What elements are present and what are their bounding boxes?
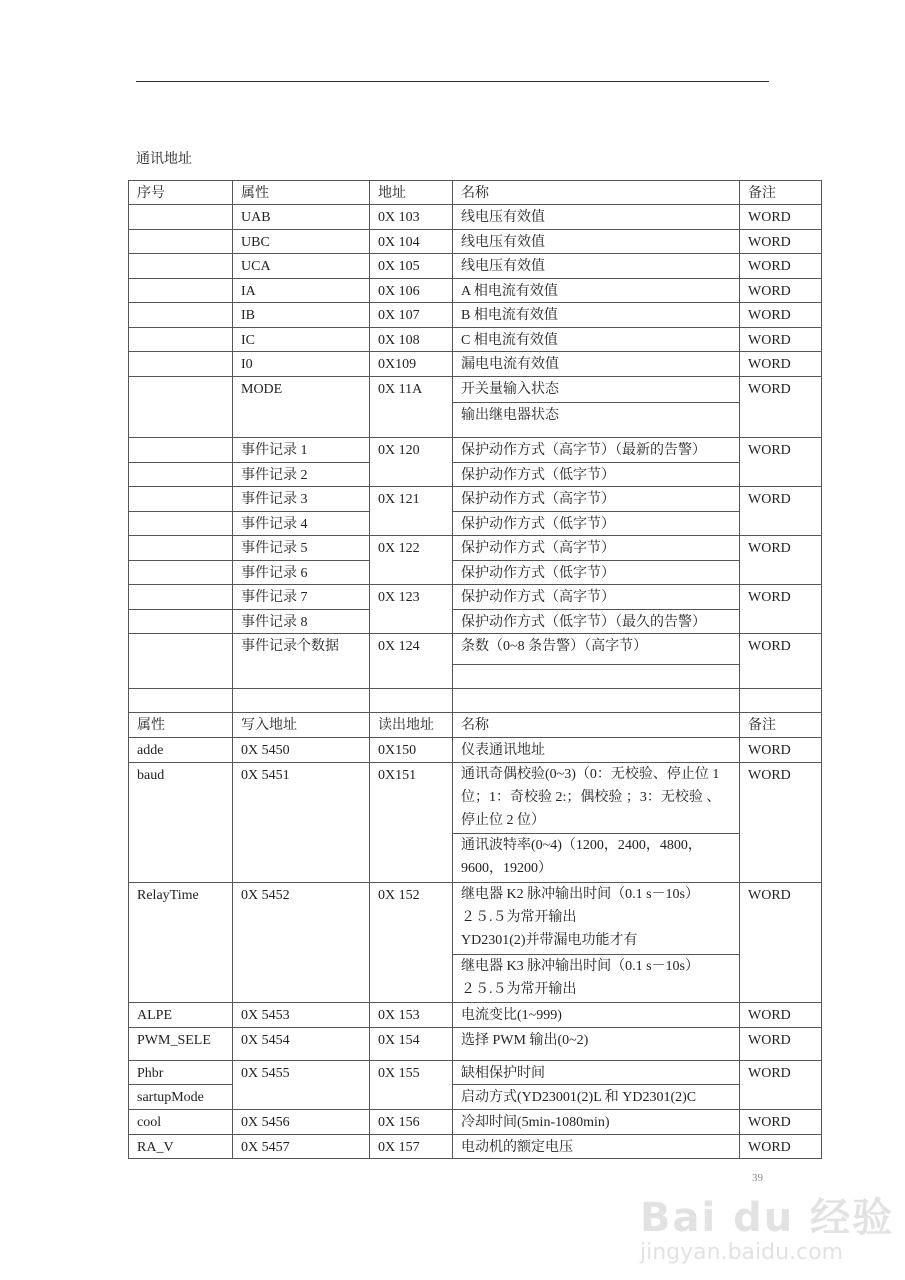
- table-cell: 保护动作方式（低字节）: [453, 561, 740, 585]
- table-cell: WORD: [740, 536, 822, 585]
- table-cell: 保护动作方式（高字节）: [453, 487, 740, 512]
- table-cell: 仪表通讯地址: [453, 738, 740, 763]
- table-cell: 0X151: [370, 763, 453, 883]
- table-cell: 通讯波特率(0~4)（1200，2400，4800，9600，19200）: [453, 834, 740, 883]
- table-cell: 0X 154: [370, 1028, 453, 1061]
- table-cell: [129, 512, 233, 536]
- table-cell: 0X 120: [370, 438, 453, 487]
- table-cell: A 相电流有效值: [453, 279, 740, 303]
- table-cell: [129, 487, 233, 512]
- table-cell: 0X 103: [370, 205, 453, 230]
- table-cell: 漏电电流有效值: [453, 352, 740, 377]
- relay-k2-line: ２５.５为常开输出: [461, 910, 577, 925]
- table-cell: 读出地址: [370, 713, 453, 738]
- table-cell: WORD: [740, 352, 822, 377]
- table-cell: 0X 104: [370, 230, 453, 254]
- table-cell: 事件记录 1: [233, 438, 370, 463]
- table-cell: 0X 105: [370, 254, 453, 279]
- table-cell: [453, 689, 740, 713]
- table-cell: [129, 254, 233, 279]
- table-cell: WORD: [740, 738, 822, 763]
- relay-k3-line: ２５.５为常开输出: [461, 982, 577, 997]
- table-cell: WORD: [740, 377, 822, 438]
- table-row: [129, 1003, 822, 1028]
- watermark-brand: Bai du 经验: [640, 1195, 895, 1241]
- table-cell: adde: [129, 738, 233, 763]
- table-cell: 0X 153: [370, 1003, 453, 1028]
- table-header-2: [129, 713, 822, 738]
- table-cell: 0X 5452: [233, 883, 370, 1003]
- table-cell: 启动方式(YD23001(2)L 和 YD2301(2)C: [453, 1085, 740, 1110]
- table-cell: WORD: [740, 1061, 822, 1110]
- table-cell: WORD: [740, 438, 822, 487]
- table-cell: MODE: [233, 377, 370, 438]
- table-cell: [129, 377, 233, 438]
- table-cell: WORD: [740, 585, 822, 634]
- table-cell: 保护动作方式（高字节）: [453, 536, 740, 561]
- table-row: [129, 279, 822, 303]
- table-cell: 0X 5454: [233, 1028, 370, 1061]
- table-cell: 事件记录 6: [233, 561, 370, 585]
- table-cell: 0X 122: [370, 536, 453, 585]
- table-cell: [129, 352, 233, 377]
- table-cell: 开关量输入状态: [453, 377, 740, 403]
- table-cell: WORD: [740, 634, 822, 689]
- header-cell: 地址: [370, 181, 453, 205]
- table-cell: [740, 689, 822, 713]
- relay-k3-line: 继电器 K3 脉冲输出时间（0.1 s－10s）: [461, 959, 700, 974]
- table-cell: 保护动作方式（低字节）: [453, 512, 740, 536]
- table-cell: 事件记录个数据: [233, 634, 370, 689]
- table-cell: [129, 634, 233, 689]
- table-cell: IB: [233, 303, 370, 328]
- table-cell: [129, 279, 233, 303]
- table-cell: [129, 205, 233, 230]
- table-cell: 0X 5453: [233, 1003, 370, 1028]
- table-cell: 保护动作方式（低字节）: [453, 463, 740, 487]
- table-cell: 0X 107: [370, 303, 453, 328]
- watermark-url: jingyan.baidu.com: [640, 1240, 844, 1265]
- event-row: [129, 463, 822, 487]
- table-cell: WORD: [740, 763, 822, 883]
- table-cell: [453, 883, 740, 955]
- table-cell: UAB: [233, 205, 370, 230]
- table-cell: 线电压有效值: [453, 230, 740, 254]
- section-title: 通讯地址: [136, 152, 192, 167]
- table-cell: 0X 156: [370, 1110, 453, 1135]
- register-table: [128, 180, 822, 1159]
- table-cell: 0X 155: [370, 1061, 453, 1110]
- table-cell: 冷却时间(5min-1080min): [453, 1110, 740, 1135]
- table-cell: 0X 124: [370, 634, 453, 689]
- empty-row: [129, 689, 822, 713]
- table-row: [129, 1110, 822, 1135]
- table-cell: 0X 157: [370, 1135, 453, 1159]
- table-cell: sartupMode: [129, 1085, 233, 1110]
- header-cell: 名称: [453, 181, 740, 205]
- table-cell: WORD: [740, 303, 822, 328]
- page-number: 39: [752, 1172, 763, 1184]
- table-cell: [129, 561, 233, 585]
- event-row: [129, 585, 822, 610]
- table-row: [129, 254, 822, 279]
- table-cell: WORD: [740, 1135, 822, 1159]
- table-cell: 0X 108: [370, 328, 453, 352]
- table-cell: 事件记录 2: [233, 463, 370, 487]
- table-cell: 事件记录 7: [233, 585, 370, 610]
- table-cell: 条数（0~8 条告警）（高字节）: [453, 634, 740, 665]
- table-cell: WORD: [740, 487, 822, 536]
- event-row: [129, 561, 822, 585]
- table-row: [129, 883, 822, 955]
- table-cell: 电动机的额定电压: [453, 1135, 740, 1159]
- table-cell: 0X109: [370, 352, 453, 377]
- table-header: [129, 181, 822, 205]
- table-cell: 事件记录 3: [233, 487, 370, 512]
- table-cell: 0X 5450: [233, 738, 370, 763]
- table-cell: 备注: [740, 713, 822, 738]
- table-cell: ALPE: [129, 1003, 233, 1028]
- table-cell: PWM_SELE: [129, 1028, 233, 1061]
- event-row: [129, 536, 822, 561]
- table-cell: [129, 328, 233, 352]
- table-cell: UCA: [233, 254, 370, 279]
- table-cell: cool: [129, 1110, 233, 1135]
- table-cell: 线电压有效值: [453, 205, 740, 230]
- table-cell: [129, 536, 233, 561]
- baidu-watermark: [640, 1195, 895, 1266]
- table-cell: UBC: [233, 230, 370, 254]
- table-cell: [129, 463, 233, 487]
- table-cell: 保护动作方式（高字节）: [453, 585, 740, 610]
- table-cell: [129, 610, 233, 634]
- table-cell: 0X 121: [370, 487, 453, 536]
- table-row: [129, 1028, 822, 1061]
- table-row: [129, 352, 822, 377]
- table-cell: 输出继电器状态: [453, 403, 740, 438]
- table-cell: [453, 665, 740, 689]
- table-cell: I0: [233, 352, 370, 377]
- table-cell: [129, 438, 233, 463]
- table-cell: 属性: [129, 713, 233, 738]
- table-row: [129, 230, 822, 254]
- table-cell: [233, 689, 370, 713]
- table-row: [129, 634, 822, 665]
- table-cell: [129, 689, 233, 713]
- table-cell: WORD: [740, 883, 822, 1003]
- table-cell: 保护动作方式（高字节）（最新的告警）: [453, 438, 740, 463]
- table-cell: baud: [129, 763, 233, 883]
- table-cell: [129, 303, 233, 328]
- table-cell: 0X 11A: [370, 377, 453, 438]
- event-row: [129, 610, 822, 634]
- table-cell: 0X 152: [370, 883, 453, 1003]
- table-cell: 名称: [453, 713, 740, 738]
- table-cell: WORD: [740, 1003, 822, 1028]
- relay-k2-line: 继电器 K2 脉冲输出时间（0.1 s－10s）: [461, 887, 700, 902]
- table-row: [129, 205, 822, 230]
- table-cell: 0X 123: [370, 585, 453, 634]
- table-cell: IA: [233, 279, 370, 303]
- event-row: [129, 438, 822, 463]
- table-cell: 事件记录 8: [233, 610, 370, 634]
- table-cell: 选择 PWM 输出(0~2): [453, 1028, 740, 1061]
- table-cell: 0X 5456: [233, 1110, 370, 1135]
- table-cell: 保护动作方式（低字节）（最久的告警）: [453, 610, 740, 634]
- table-cell: 0X150: [370, 738, 453, 763]
- table-cell: C 相电流有效值: [453, 328, 740, 352]
- table-cell: WORD: [740, 230, 822, 254]
- table-cell: 0X 5457: [233, 1135, 370, 1159]
- table-cell: WORD: [740, 1110, 822, 1135]
- table-cell: Phbr: [129, 1061, 233, 1085]
- table-cell: 电流变比(1~999): [453, 1003, 740, 1028]
- table-cell: [129, 585, 233, 610]
- table-cell: 0X 5451: [233, 763, 370, 883]
- table-cell: 0X 5455: [233, 1061, 370, 1110]
- table-row: [129, 738, 822, 763]
- table-row: [129, 1135, 822, 1159]
- table-cell: IC: [233, 328, 370, 352]
- event-row: [129, 487, 822, 512]
- table-row: [129, 763, 822, 834]
- table-cell: 事件记录 5: [233, 536, 370, 561]
- table-cell: B 相电流有效值: [453, 303, 740, 328]
- table-cell: 写入地址: [233, 713, 370, 738]
- header-cell: 序号: [129, 181, 233, 205]
- table-cell: WORD: [740, 1028, 822, 1061]
- table-row: [129, 328, 822, 352]
- table-row: [129, 1061, 822, 1085]
- table-cell: 缺相保护时间: [453, 1061, 740, 1085]
- table-row: [129, 303, 822, 328]
- table-cell: WORD: [740, 205, 822, 230]
- table-cell: RelayTime: [129, 883, 233, 1003]
- header-cell: 属性: [233, 181, 370, 205]
- table-cell: [370, 689, 453, 713]
- table-cell: [453, 955, 740, 1003]
- relay-k2-line: YD2301(2)并带漏电功能才有: [461, 933, 638, 948]
- table-cell: 事件记录 4: [233, 512, 370, 536]
- table-cell: [129, 230, 233, 254]
- header-rule: [136, 81, 769, 82]
- table-cell: 线电压有效值: [453, 254, 740, 279]
- table-cell: RA_V: [129, 1135, 233, 1159]
- event-row: [129, 512, 822, 536]
- table-cell: WORD: [740, 254, 822, 279]
- table-cell: WORD: [740, 328, 822, 352]
- table-cell: WORD: [740, 279, 822, 303]
- table-cell: 通讯奇偶校验(0~3)（0：无校验、停止位 1 位；1：奇校验 2:；偶校验 ；3：无校验 、停止位 2 位）: [453, 763, 740, 834]
- table-cell: 0X 106: [370, 279, 453, 303]
- table-row: [129, 377, 822, 403]
- header-cell: 备注: [740, 181, 822, 205]
